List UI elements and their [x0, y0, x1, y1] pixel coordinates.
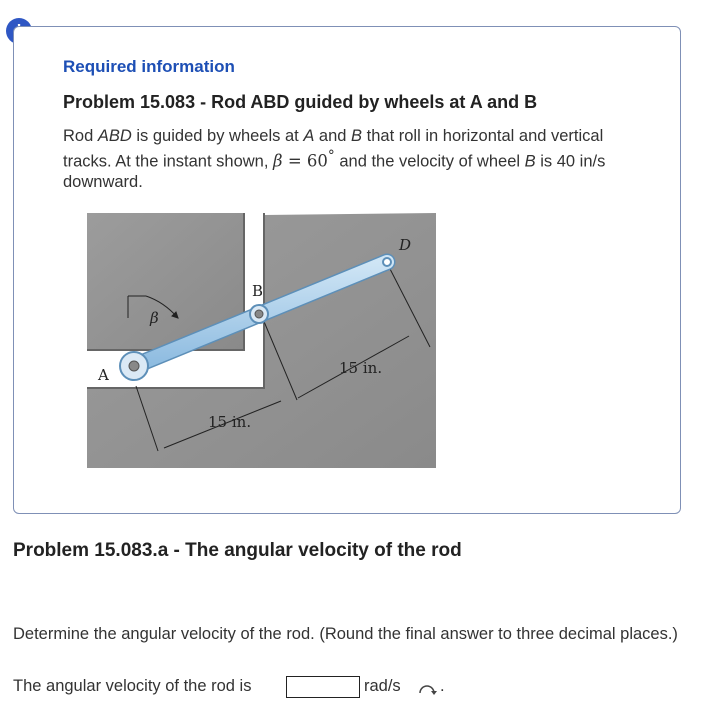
label-b: B	[252, 282, 264, 300]
dim-label-lower: 15 in.	[208, 413, 252, 431]
angular-velocity-input[interactable]	[286, 676, 360, 698]
rod-name: ABD	[97, 127, 132, 145]
counterclockwise-rotation-icon[interactable]	[417, 680, 437, 696]
sentence-period: .	[440, 677, 445, 695]
required-information-heading: Required information	[63, 57, 235, 76]
part-a-question: Determine the angular velocity of the rod. (Round the final answer to three decimal places.)	[13, 625, 678, 643]
problem-text-6: is 40 in/s downward.	[63, 152, 606, 191]
label-beta: β	[150, 309, 159, 327]
problem-title: Problem 15.083 - Rod ABD guided by wheels at A and B	[63, 92, 538, 112]
wheel-a	[120, 352, 148, 380]
answer-label: The angular velocity of the rod is	[13, 677, 252, 695]
problem-text-3: and	[314, 127, 352, 145]
problem-text-5: and the velocity of wheel	[334, 152, 525, 171]
beta-symbol: β	[273, 151, 283, 171]
point-d	[383, 258, 391, 266]
beta-value: = 60	[282, 151, 328, 171]
rod-diagram-figure	[84, 210, 439, 468]
wheel-b-name-2: B	[524, 152, 536, 171]
unit-label: rad/s	[364, 677, 401, 695]
wheel-a-name: A	[303, 127, 315, 145]
track-blocks	[87, 210, 436, 468]
label-a: A	[98, 366, 109, 384]
label-d: D	[399, 236, 412, 254]
dim-label-upper: 15 in.	[339, 359, 383, 377]
problem-statement	[63, 126, 643, 192]
problem-text-1: Rod	[63, 127, 98, 145]
wheel-b	[250, 305, 268, 323]
problem-text-4: that roll in horizontal and vertical tracks. At the instant shown,	[63, 127, 604, 171]
degree-symbol: °	[327, 148, 335, 164]
problem-text-2: is guided by wheels at	[131, 127, 304, 145]
part-a-title: Problem 15.083.a - The angular velocity of the rod	[13, 540, 462, 561]
wheel-b-name: B	[351, 127, 363, 145]
